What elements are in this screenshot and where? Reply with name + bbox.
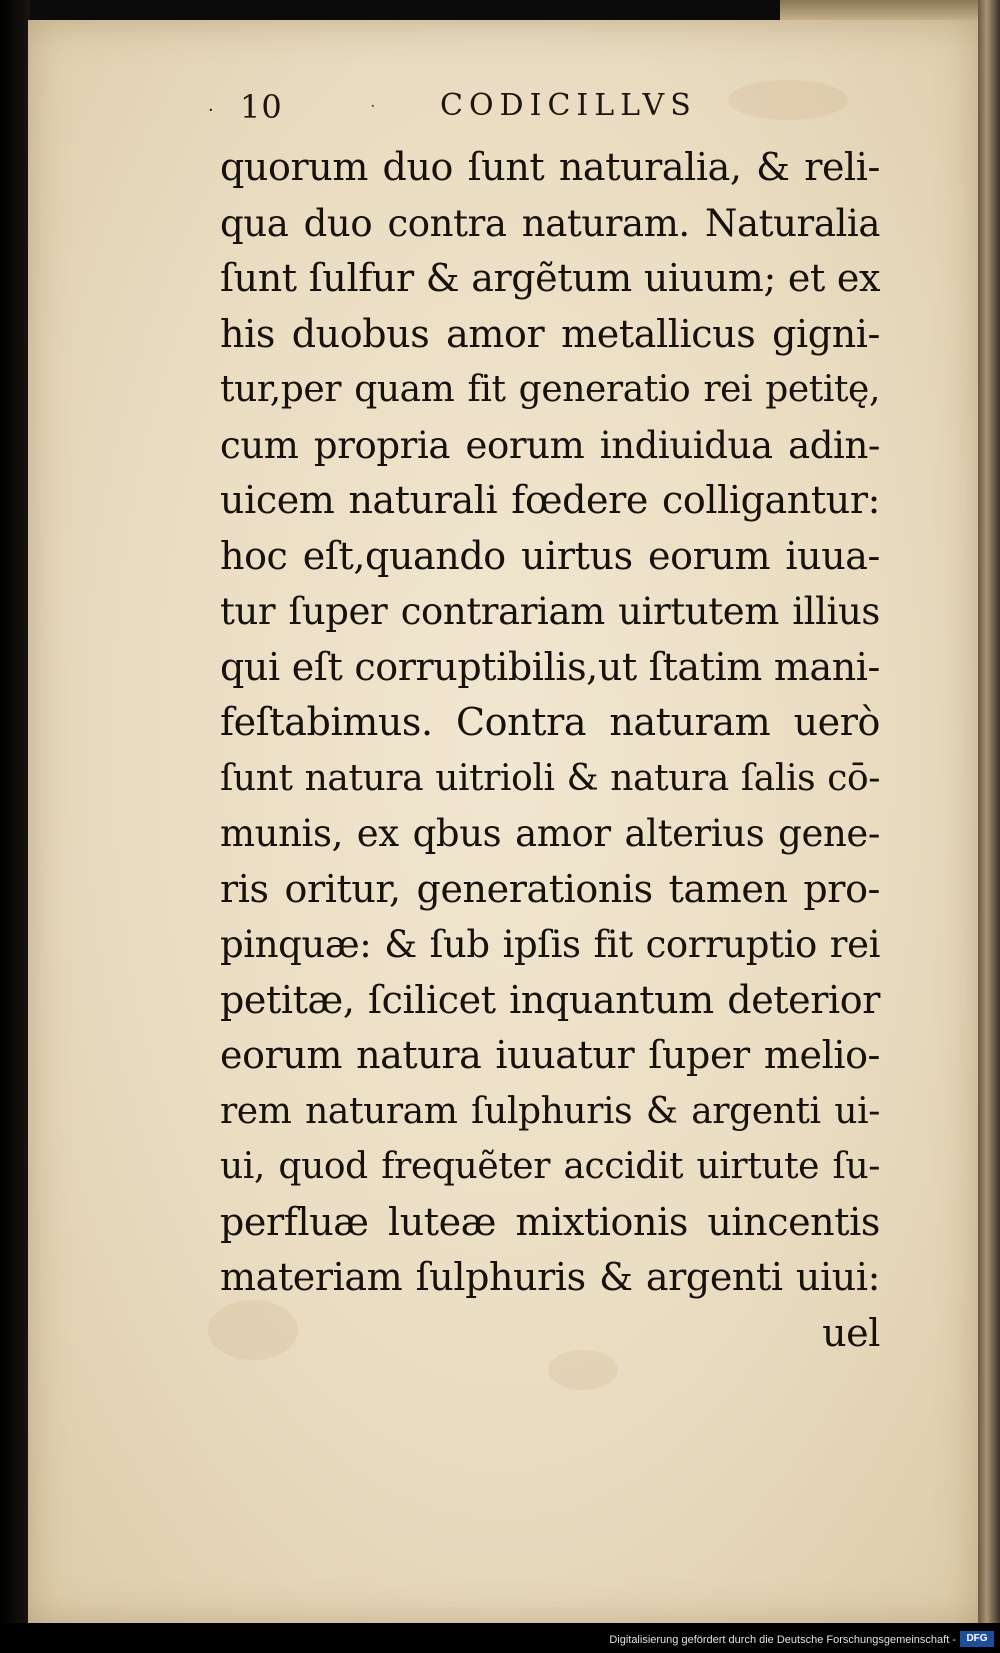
text-line: ris oritur, generationis tamen pro- xyxy=(220,866,880,911)
margin-mark: · xyxy=(208,100,214,121)
page-header xyxy=(0,88,1000,128)
text-line: pinquæ: & ſub ipſis fit corruptio rei xyxy=(220,923,880,966)
dfg-logo: DFG xyxy=(960,1631,994,1647)
text-line: tur ſuper contrariam uirtutem illius xyxy=(220,590,880,633)
page-number: 10 xyxy=(240,88,283,126)
catchword: uel xyxy=(822,1310,880,1355)
text-line: rem naturam ſulphuris & argenti ui- xyxy=(220,1090,880,1132)
text-line: uicem naturali fœdere colligantur: xyxy=(220,478,880,522)
text-line: perfluæ luteæ mixtionis uincentis xyxy=(220,1199,880,1244)
binding-shadow xyxy=(0,0,30,1653)
text-line: hoc eſt,quando uirtus eorum iuua- xyxy=(220,533,880,578)
text-line: ſunt ſulfur & argẽtum uiuum; et ex xyxy=(220,256,880,300)
body-text xyxy=(220,140,880,1361)
text-line: his duobus amor metallicus gigni- xyxy=(220,311,880,356)
text-line: eorum natura iuuatur ſuper melio- xyxy=(220,1033,880,1077)
text-line: tur,per quam fit generatio rei petitę, xyxy=(220,369,880,410)
footer-bar xyxy=(0,1623,1000,1653)
page-edge-right xyxy=(978,0,1000,1653)
text-line: ſunt natura uitrioli & natura ſalis cō- xyxy=(220,757,880,799)
text-line: materiam ſulphuris & argenti uiui: xyxy=(220,1255,880,1299)
header-dot: · xyxy=(370,96,376,117)
text-line: munis, ex qbus amor alterius gene- xyxy=(220,812,880,855)
text-line: cum propria eorum indiuidua adin- xyxy=(220,423,880,467)
text-line: feſtabimus. Contra naturam uerò xyxy=(220,700,880,744)
funding-credit: Digitalisierung gefördert durch die Deutsche Forschungsgemeinschaft - xyxy=(609,1634,956,1646)
text-line: qua duo contra naturam. Naturalia xyxy=(220,201,880,245)
text-line: qui eſt corruptibilis,ut ſtatim mani- xyxy=(220,644,880,689)
running-title: CODICILLVS xyxy=(440,88,697,123)
text-line: quorum duo ſunt naturalia, & reli- xyxy=(220,145,880,189)
text-line: ui, quod frequẽter accidit uirtute ſu- xyxy=(220,1146,880,1187)
text-line: petitæ, ſcilicet inquantum deterior xyxy=(220,977,880,1022)
page-edge-top xyxy=(780,0,1000,22)
